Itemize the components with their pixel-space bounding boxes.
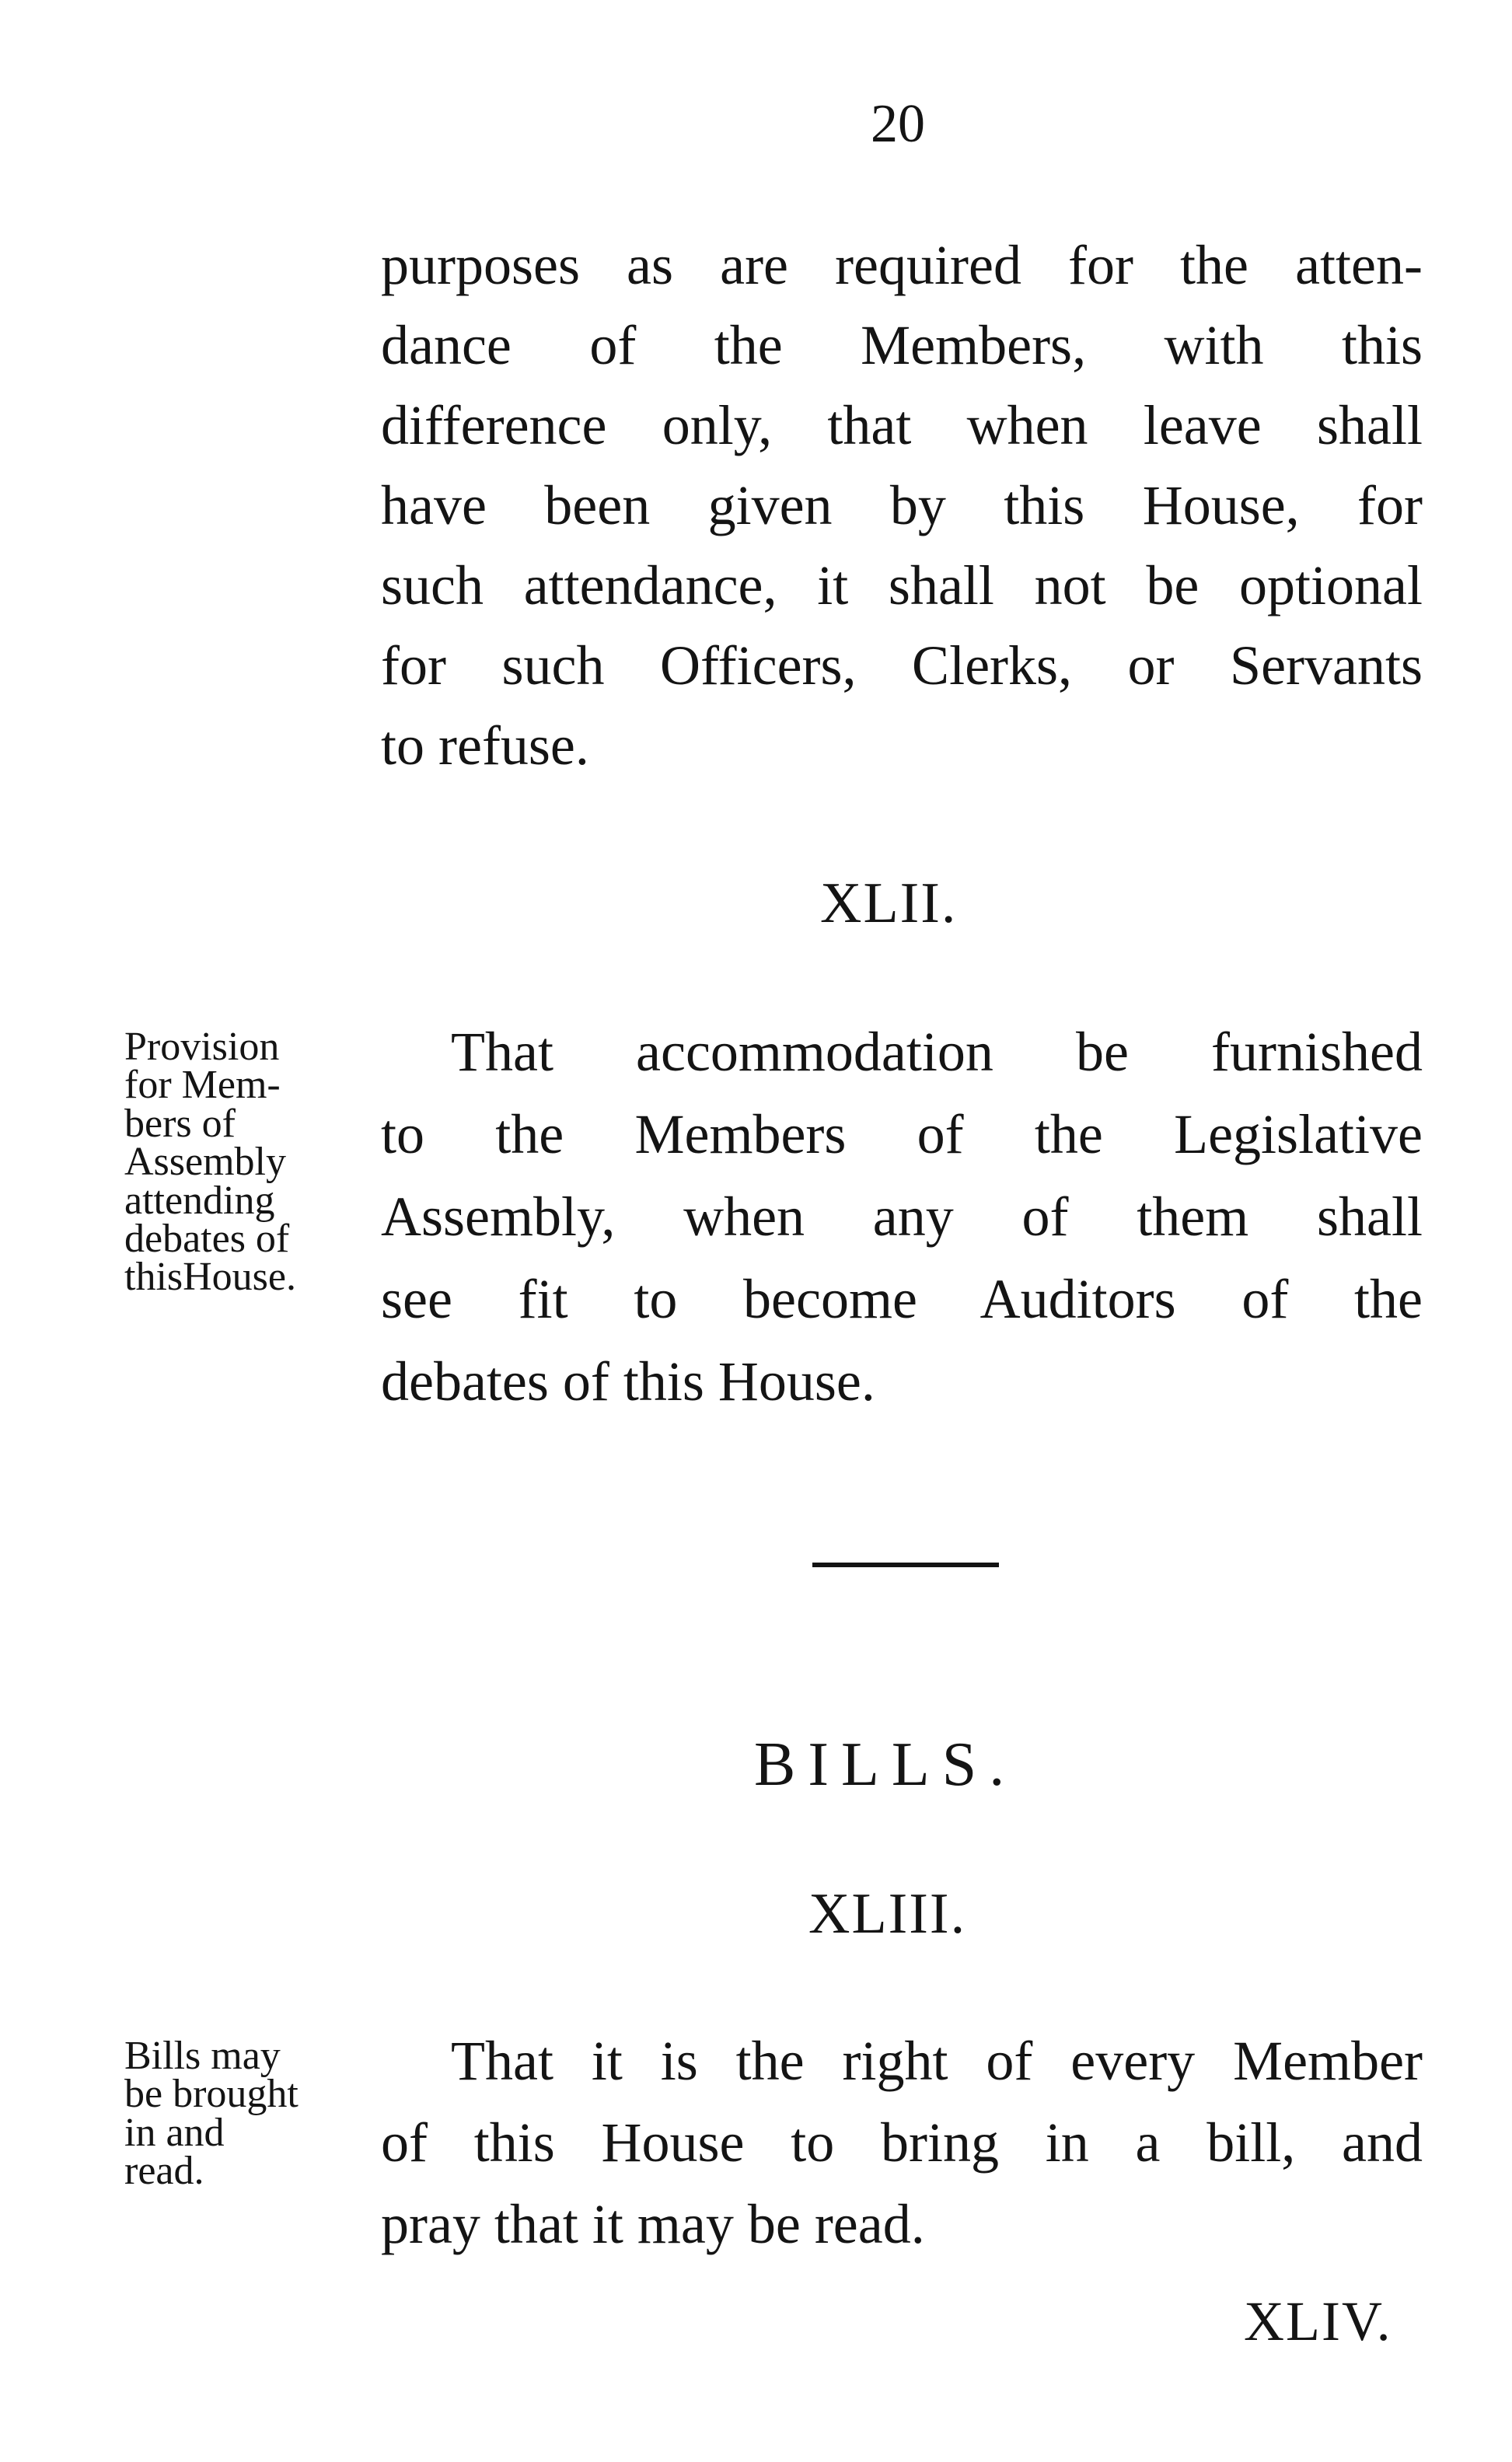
paragraph-line: have been given by this House, for [381, 474, 1423, 536]
article-heading: XLIII. [808, 1882, 967, 1946]
paragraph-line: pray that it may be read. [381, 2193, 925, 2255]
catchword: XLIV. [1244, 2290, 1392, 2352]
paragraph-line: dance of the Members, with this [381, 314, 1423, 376]
paragraph-line: debates of this House. [381, 1350, 875, 1413]
section-divider [812, 1563, 999, 1567]
margin-note-line: Provision [124, 1025, 280, 1069]
section-title: BILLS. [754, 1730, 1018, 1799]
paragraph-line: to refuse. [381, 714, 589, 777]
margin-note-line: bers of [124, 1101, 236, 1146]
paragraph-line: see fit to become Auditors of the [381, 1268, 1423, 1330]
margin-note-line: read. [124, 2149, 204, 2194]
paragraph-line: for such Officers, Clerks, or Servants [381, 634, 1423, 697]
margin-note [124, 1025, 381, 1300]
paragraph-line: That accommodation be furnished [451, 1021, 1423, 1083]
article-heading: XLII. [820, 871, 958, 935]
margin-note-line: for Mem- [124, 1063, 281, 1108]
paragraph-line: difference only, that when leave shall [381, 394, 1423, 456]
margin-note-line: Assembly [124, 1140, 286, 1185]
paragraph-line: Assembly, when any of them shall [381, 1186, 1423, 1248]
paragraph-line: That it is the right of every Member [451, 2030, 1423, 2092]
paragraph-line: to the Members of the Legislative [381, 1103, 1423, 1165]
margin-note-line: attending [124, 1178, 275, 1223]
margin-note-line: thisHouse. [124, 1255, 296, 1300]
margin-note-line: be brought [124, 2072, 299, 2117]
margin-note-line: debates of [124, 1216, 290, 1261]
margin-note-line: in and [124, 2110, 225, 2155]
paragraph-line: such attendance, it shall not be optional [381, 554, 1423, 616]
page-number: 20 [871, 94, 925, 154]
margin-note-line: Bills may [124, 2034, 281, 2078]
paragraph-line: of this House to bring in a bill, and [381, 2111, 1423, 2174]
margin-note [124, 2034, 381, 2194]
paragraph-line: purposes as are required for the atten- [381, 234, 1423, 296]
